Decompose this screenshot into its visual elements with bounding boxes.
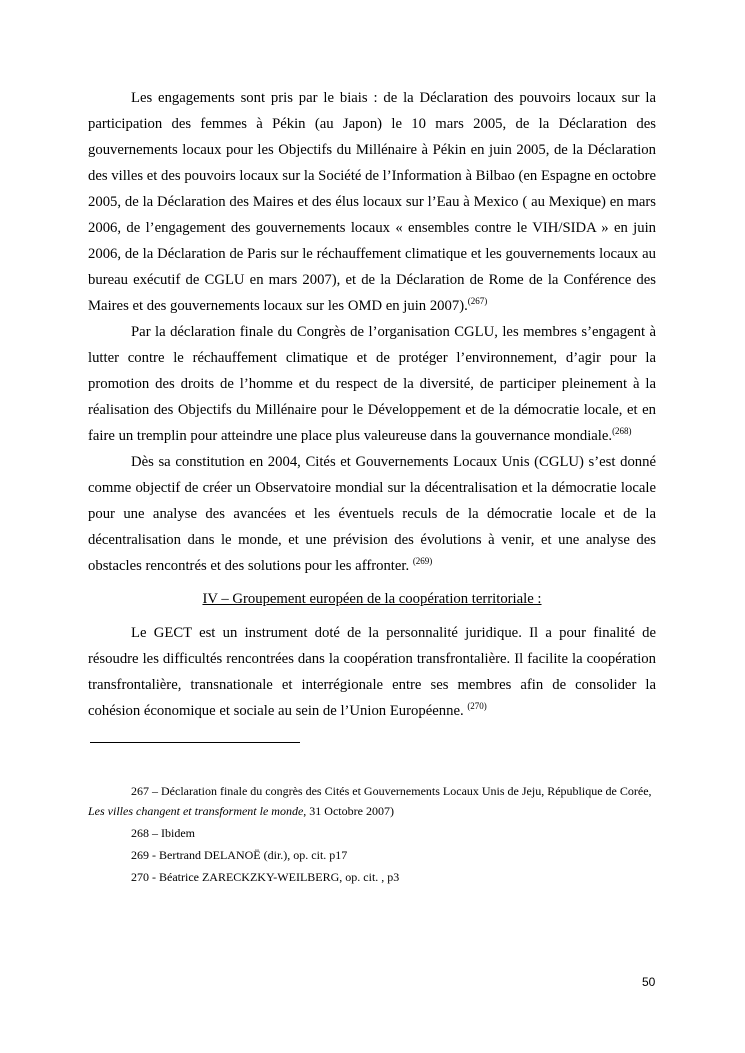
footnote-267 — [88, 781, 656, 821]
footnotes — [88, 781, 656, 887]
footnote-269: 269 - Bertrand DELANOË (dir.), op. cit. p17 — [131, 848, 348, 862]
footnote-270: 270 - Béatrice ZARECKZKY-WEILBERG, op. cit. , p3 — [131, 870, 400, 884]
paragraph-engagements — [88, 85, 656, 319]
paragraph-gect — [88, 620, 656, 724]
footnote-ref-268[interactable]: (268) — [612, 426, 632, 437]
section-heading: IV – Groupement européen de la coopération territoriale : — [202, 591, 542, 607]
paragraph-text: Le GECT est un instrument doté de la personnalité juridique. Il a pour finalité de résoudre les difficultés rencontrées dans la coopération transfrontalière. Il facilite la coopération transfrontalière, transnationale et interrégionale entre ses membres afin de consolider la cohésion économique et sociale au sein de l’Union Européenne. — [88, 625, 656, 719]
document-page — [88, 85, 656, 889]
footnote-text: 267 – Déclaration finale du congrès des Cités et Gouvernements Locaux Unis de Jeju, République de Corée, — [131, 784, 652, 798]
footnote-268: 268 – Ibidem — [131, 826, 195, 840]
paragraph-constitution — [88, 449, 656, 579]
footnote-text-end: , 31 Octobre 2007) — [303, 804, 394, 818]
page-number: 50 — [642, 975, 656, 989]
footnote-title: Les villes changent et transforment le monde — [88, 804, 304, 818]
footnote-ref-267[interactable]: (267) — [467, 296, 488, 307]
paragraph-declaration-finale — [88, 319, 656, 449]
paragraph-text: Les engagements sont pris par le biais : de la Déclaration des pouvoirs locaux sur la participation des femmes à Pékin (au Japon) le 10 mars 2005, de la Déclaration des gouvernements locaux pour les Objectifs du Millénaire à Pékin en juin 2005, de la Déclaration des villes et des pouvoirs locaux sur la Société de l’Information à Bilbao (en Espagne en octobre 2005, de la Déclaration des Maires et des élus locaux sur l’Eau à Mexico ( au Mexique) en mars 2006, de l’engagement des gouvernements locaux « ensembles contre le VIH/SIDA » en juin 2006, de la Déclaration de Paris sur le réchauffement climatique et les gouvernements locaux au bureau exécutif de CGLU en mars 2007), et de la Déclaration de Rome de la Conférence des Maires et des gouvernements locaux sur les OMD en juin 2007). — [88, 90, 656, 314]
footnote-ref-270[interactable]: (270) — [467, 701, 487, 712]
paragraph-text: Dès sa constitution en 2004, Cités et Gouvernements Locaux Unis (CGLU) s’est donné comme objectif de créer un Observatoire mondial sur la décentralisation et la démocratie locale pour une analyse des avancées et les éventuels reculs de la démocratie locale et de la décentralisation dans le monde, et une prévision des évolutions à venir, et une analyse des obstacles rencontrés et des solutions pour les affronter. — [88, 454, 656, 574]
paragraph-text: Par la déclaration finale du Congrès de l’organisation CGLU, les membres s’engagent à lutter contre le réchauffement climatique et de protéger l’environnement, d’agir pour la promotion des droits de l’homme et du respect de la diversité, de participer pleinement à la réalisation des Objectifs du Millénaire pour le Développement et de la démocratie locale, et en faire un tremplin pour atteindre une place plus valeureuse dans la gouvernance mondiale. — [88, 324, 656, 444]
footnote-ref-269[interactable]: (269) — [412, 556, 433, 567]
footnote-separator — [90, 742, 300, 743]
